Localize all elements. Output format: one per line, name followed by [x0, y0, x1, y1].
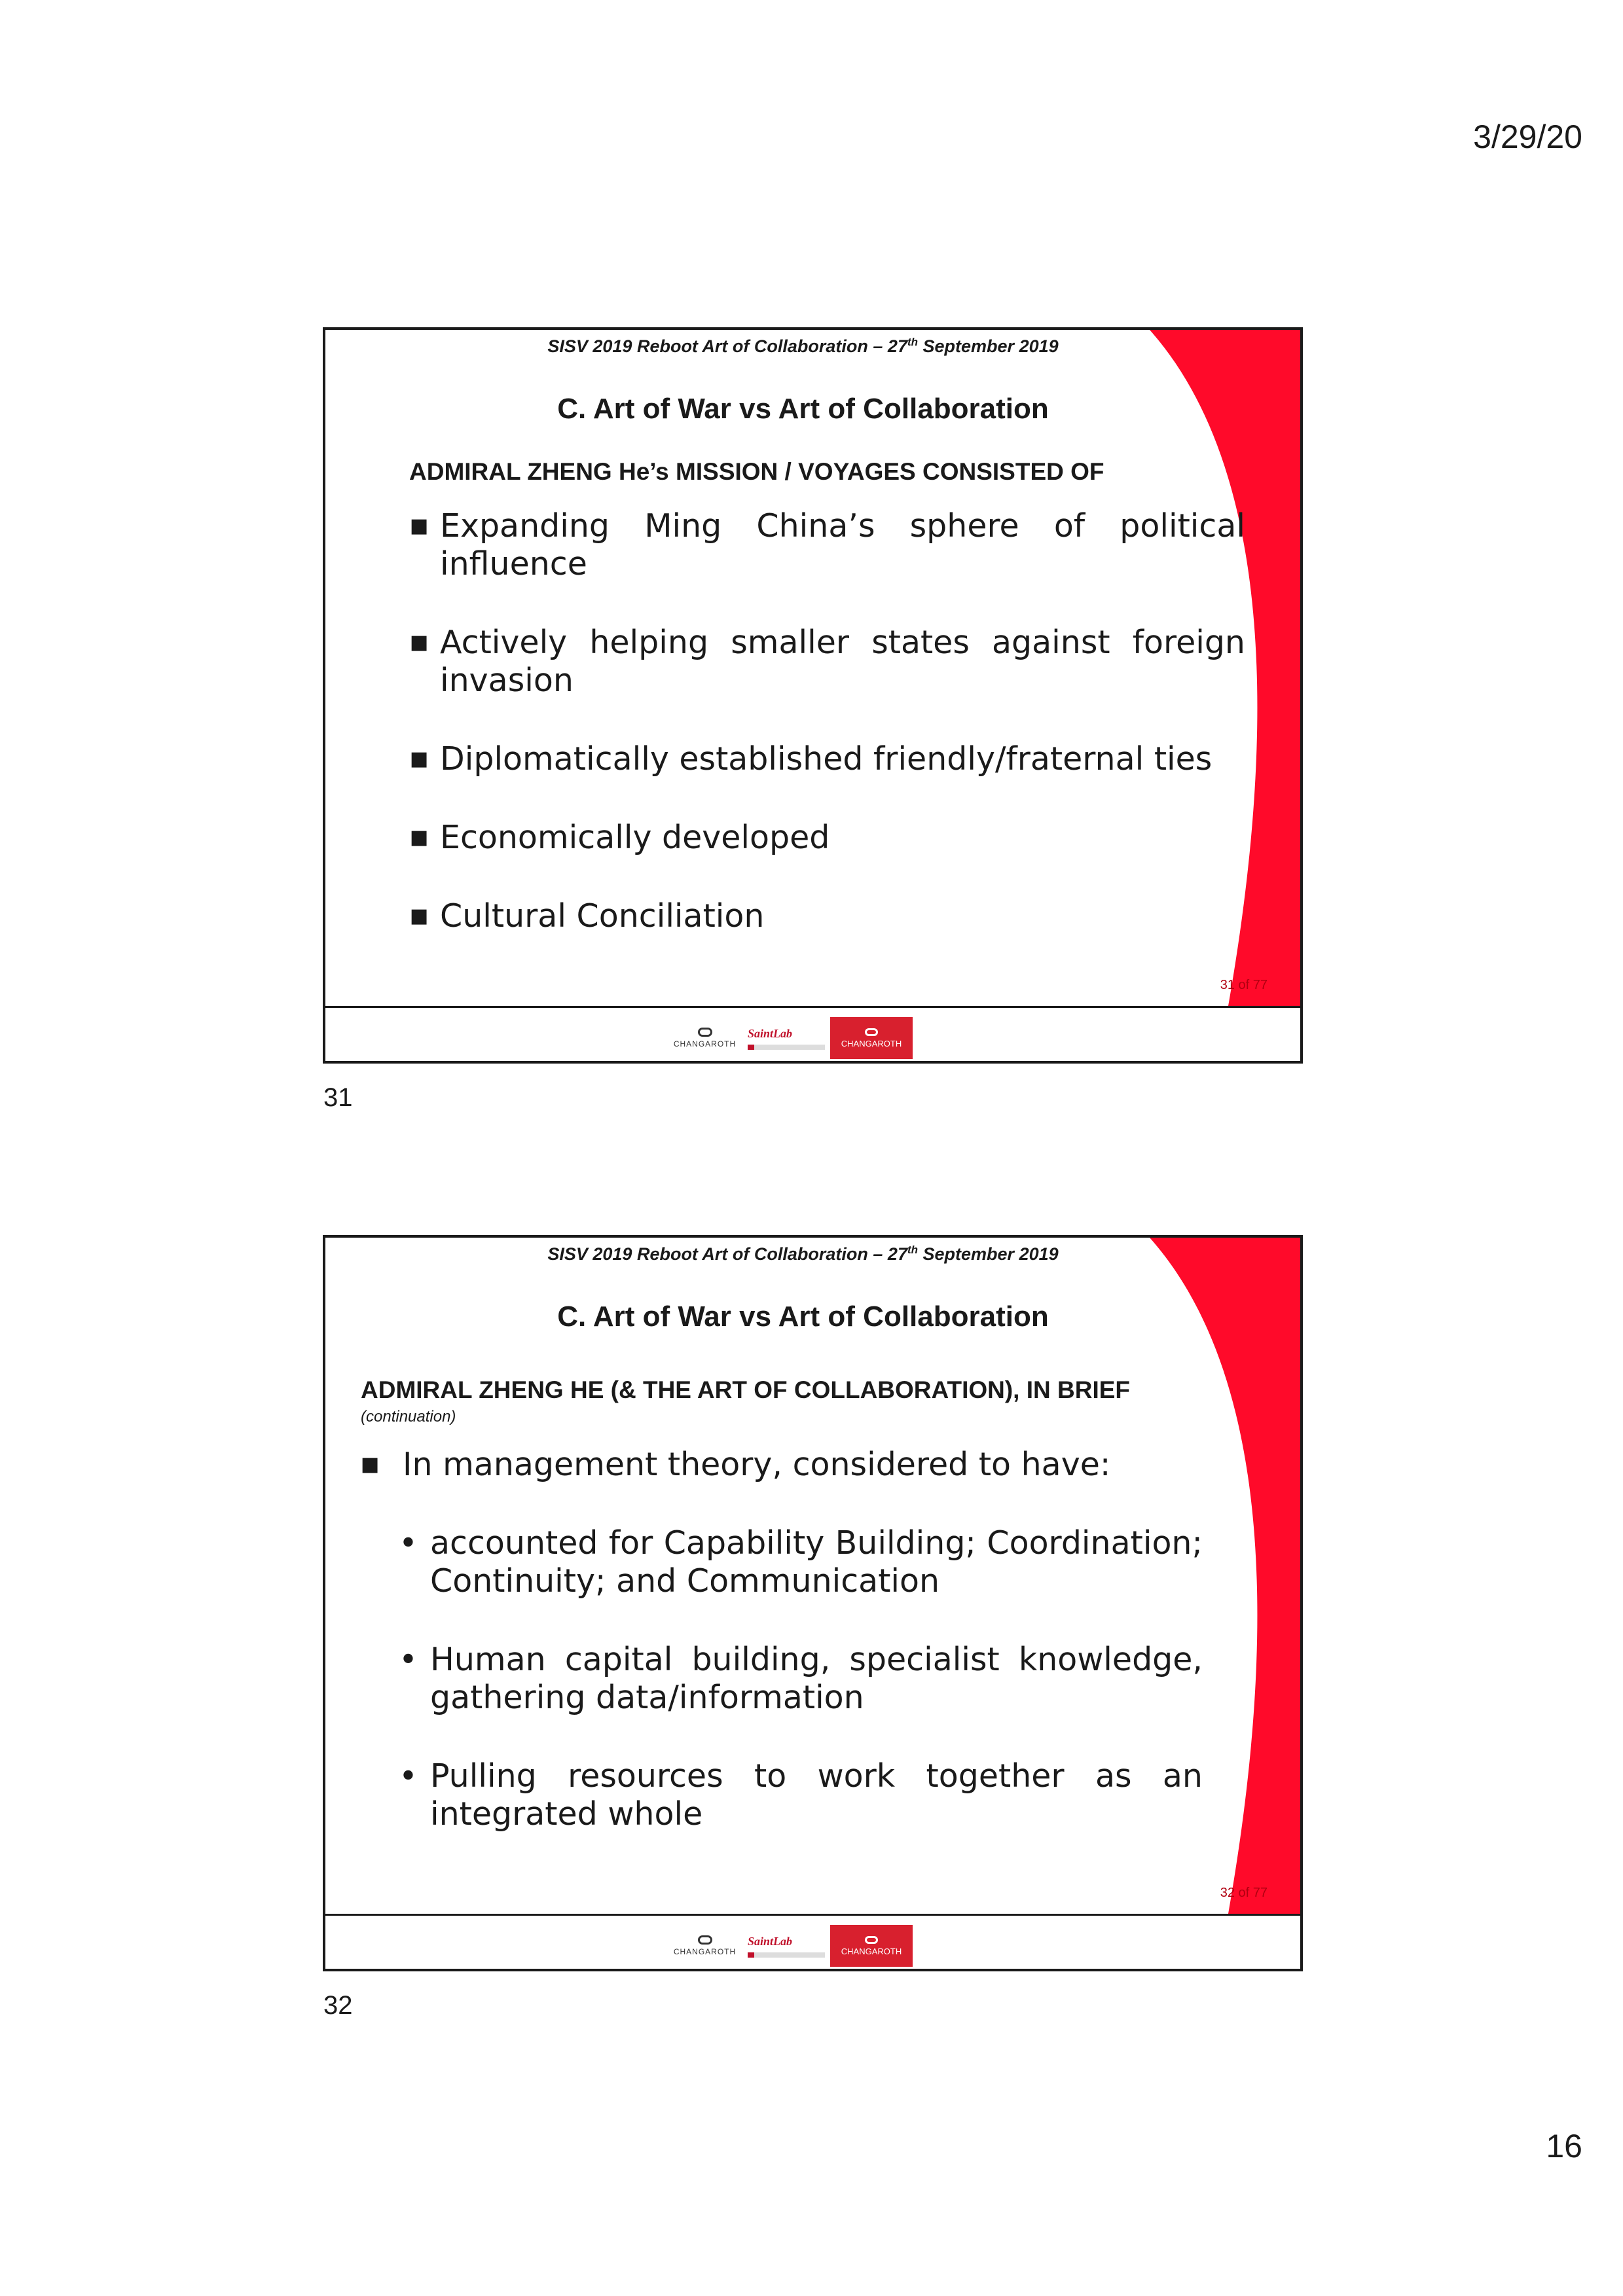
bullet-list: [361, 1446, 1214, 1524]
slide-label: 32: [323, 1991, 353, 2020]
list-item: • Pulling resources to work together as an integrated whole: [399, 1757, 1203, 1833]
square-bullet-icon: ■: [410, 747, 429, 770]
slide-subhead: ADMIRAL ZHENG HE (& THE ART OF COLLABORATION), IN BRIEF: [361, 1376, 1131, 1403]
changaroth-logo-icon: [865, 1936, 878, 1944]
slide-title: C. Art of War vs Art of Collaboration: [557, 393, 1049, 425]
list-item: ■ Economically developed: [410, 819, 830, 856]
changaroth-consultancy-logo: CHANGAROTH: [830, 1017, 913, 1059]
round-bullet-icon: •: [399, 1524, 418, 1562]
slide-32: [323, 1235, 1303, 1971]
slide-counter: 32 of 77: [1220, 1886, 1267, 1900]
square-bullet-icon: ■: [410, 514, 429, 537]
round-bullet-icon: •: [399, 1757, 418, 1795]
sub-bullet-list: [399, 1524, 1203, 1874]
square-bullet-icon: ■: [410, 826, 429, 849]
square-bullet-icon: ■: [410, 631, 429, 654]
slide-label: 31: [323, 1083, 353, 1112]
page-number: 16: [1546, 2128, 1582, 2164]
list-item: • accounted for Capability Building; Coordination; Continuity; and Communication: [399, 1524, 1203, 1600]
slide-counter: 31 of 77: [1220, 978, 1267, 992]
square-bullet-icon: ■: [410, 905, 429, 927]
slide-subnote: (continuation): [361, 1408, 456, 1426]
footer-logos: [667, 1925, 913, 1967]
changaroth-logo-icon: [698, 1028, 712, 1037]
page-date: 3/29/20: [1473, 118, 1582, 155]
changaroth-logo-icon: [865, 1028, 878, 1036]
saintlab-logo: SaintLab: [748, 1925, 825, 1967]
list-item: ■ Diplomatically established friendly/fraternal ties: [410, 740, 1213, 778]
list-item: ■ Cultural Conciliation: [410, 897, 765, 935]
list-item: ■ In management theory, considered to have:: [361, 1446, 1111, 1483]
list-item: ■ Expanding Ming China’s sphere of political influence: [410, 507, 1245, 583]
slide-header: SISV 2019 Reboot Art of Collaboration – 27th September 2019: [547, 336, 1059, 356]
square-bullet-icon: ■: [361, 1453, 380, 1476]
footer-logos: [667, 1017, 913, 1059]
round-bullet-icon: •: [399, 1641, 418, 1678]
slide-31: [323, 327, 1303, 1064]
slide-title: C. Art of War vs Art of Collaboration: [557, 1300, 1049, 1333]
list-item: • Human capital building, specialist knowledge, gathering data/information: [399, 1641, 1203, 1716]
saintlab-logo: SaintLab: [748, 1017, 825, 1059]
slide-subhead: ADMIRAL ZHENG He’s MISSION / VOYAGES CONSISTED OF: [409, 458, 1104, 485]
footer-divider: [325, 1006, 1300, 1008]
slide-header: SISV 2019 Reboot Art of Collaboration – 27th September 2019: [547, 1244, 1059, 1264]
changaroth-chambers-logo: CHANGAROTH: [667, 1017, 742, 1059]
changaroth-chambers-logo: CHANGAROTH: [667, 1925, 742, 1967]
bullet-list: [410, 507, 1245, 976]
changaroth-logo-icon: [698, 1935, 712, 1945]
changaroth-consultancy-logo: CHANGAROTH: [830, 1925, 913, 1967]
list-item: ■ Actively helping smaller states against foreign invasion: [410, 624, 1245, 699]
footer-divider: [325, 1914, 1300, 1916]
